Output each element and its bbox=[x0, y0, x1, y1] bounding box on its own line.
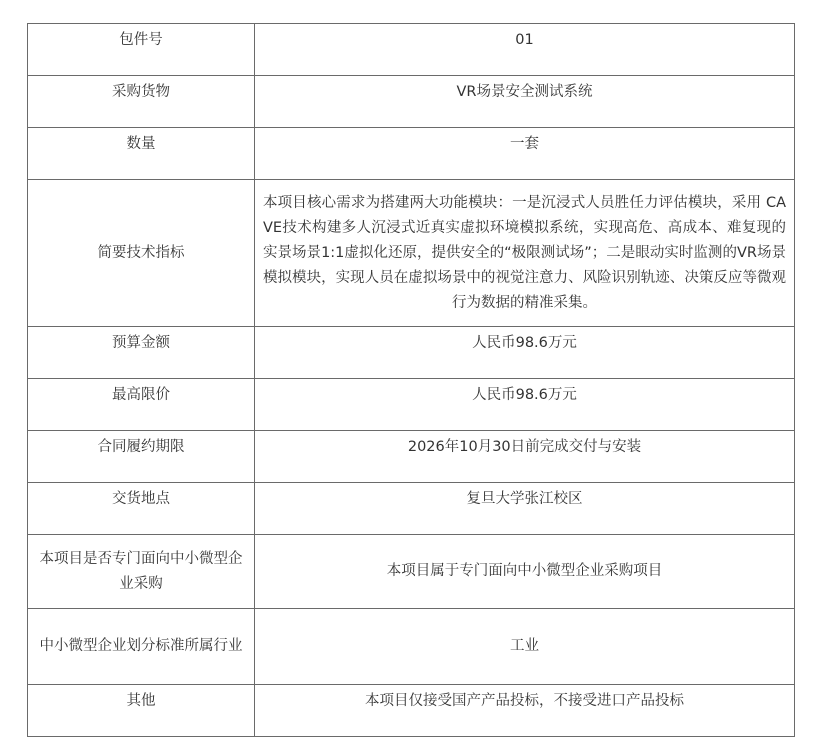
table-row bbox=[28, 24, 795, 76]
row-value-delivery-location: 复旦大学张江校区 bbox=[255, 483, 795, 535]
row-value-procured-goods: VR场景安全测试系统 bbox=[255, 76, 795, 128]
row-value-package-number: 01 bbox=[255, 24, 795, 76]
row-value-technical-specs bbox=[255, 180, 795, 327]
table-row bbox=[28, 685, 795, 737]
row-label-budget-amount: 预算金额 bbox=[28, 327, 255, 379]
row-label-other: 其他 bbox=[28, 685, 255, 737]
table-row bbox=[28, 327, 795, 379]
table-row bbox=[28, 76, 795, 128]
row-value-quantity: 一套 bbox=[255, 128, 795, 180]
table-row bbox=[28, 128, 795, 180]
technical-specs-text: 本项目核心需求为搭建两大功能模块：一是沉浸式人员胜任力评估模块，采用 CAVE技术构建多人沉浸式近真实虚拟环境模拟系统，实现高危、高成本、难复现的实景场景1:1虚拟化还原，提供安全的“极限测试场”；二是眼动实时监测的VR场景模拟模块，实现人员在虚拟场景中的视觉注意力、风险识别轨迹、决策反应等微观行为数据的精准采集。 bbox=[263, 194, 786, 311]
row-label-delivery-location: 交货地点 bbox=[28, 483, 255, 535]
row-value-sme-procurement: 本项目属于专门面向中小微型企业采购项目 bbox=[255, 535, 795, 609]
row-value-budget-amount: 人民币98.6万元 bbox=[255, 327, 795, 379]
table-row bbox=[28, 609, 795, 685]
table-row bbox=[28, 483, 795, 535]
row-label-procured-goods: 采购货物 bbox=[28, 76, 255, 128]
row-value-contract-period: 2026年10月30日前完成交付与安装 bbox=[255, 431, 795, 483]
table-row bbox=[28, 379, 795, 431]
row-label-quantity: 数量 bbox=[28, 128, 255, 180]
procurement-info-table-container bbox=[27, 23, 792, 737]
row-value-other: 本项目仅接受国产产品投标，不接受进口产品投标 bbox=[255, 685, 795, 737]
table-row bbox=[28, 431, 795, 483]
row-label-technical-specs: 简要技术指标 bbox=[28, 180, 255, 327]
row-label-contract-period: 合同履约期限 bbox=[28, 431, 255, 483]
row-label-sme-industry: 中小微型企业划分标准所属行业 bbox=[28, 609, 255, 685]
row-value-max-price: 人民币98.6万元 bbox=[255, 379, 795, 431]
row-label-sme-procurement: 本项目是否专门面向中小微型企业采购 bbox=[28, 535, 255, 609]
table-row bbox=[28, 180, 795, 327]
procurement-info-table bbox=[27, 23, 795, 737]
table-row bbox=[28, 535, 795, 609]
row-label-max-price: 最高限价 bbox=[28, 379, 255, 431]
row-value-sme-industry: 工业 bbox=[255, 609, 795, 685]
row-label-package-number: 包件号 bbox=[28, 24, 255, 76]
